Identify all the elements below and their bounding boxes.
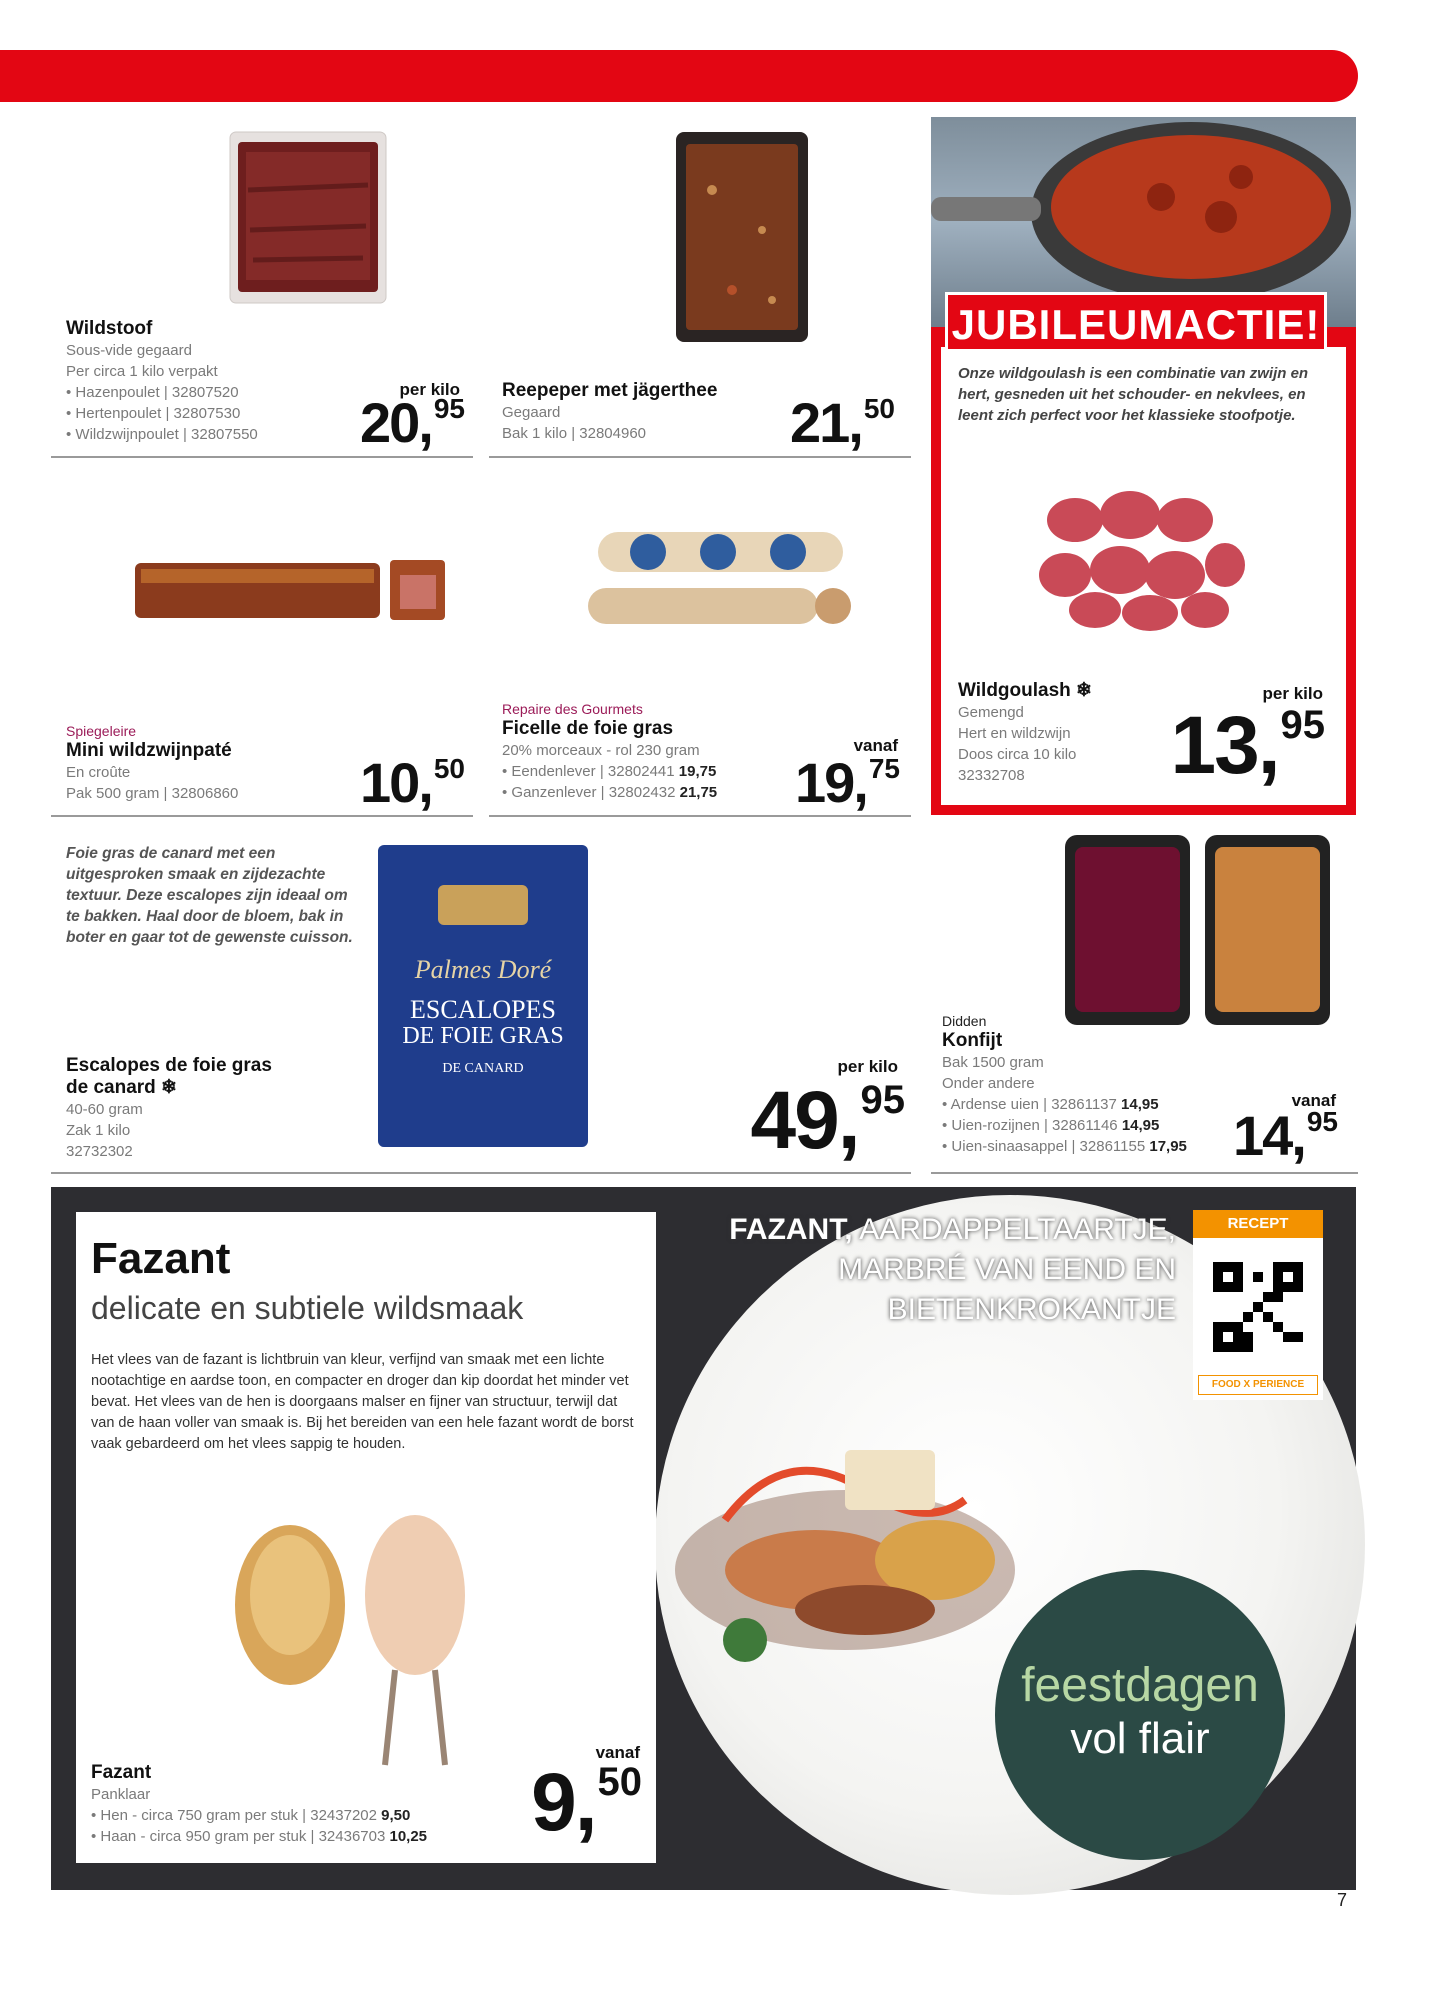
fazant-price-label: vanaf <box>595 1743 640 1762</box>
reepeper-desc-1: Gegaard <box>502 404 561 421</box>
wildstoof-desc-3: • Hazenpoulet | 32807520 <box>66 384 239 401</box>
escalopes-package-line2: DE FOIE GRAS <box>402 1023 564 1049</box>
escalopes-price-dec: 95 <box>860 1078 905 1122</box>
divider <box>51 815 473 817</box>
konfijt-desc-2: Onder andere <box>942 1075 1035 1092</box>
konfijt-desc-1: Bak 1500 gram <box>942 1054 1044 1071</box>
konfijt-brand: Didden <box>942 1013 987 1029</box>
divider <box>931 1172 1358 1174</box>
konfijt-photo <box>1063 833 1333 1028</box>
wildgoulash-desc-4: 32332708 <box>958 767 1025 784</box>
wildstoof-price-dec: 95 <box>433 393 465 424</box>
escalopes-desc-2: Zak 1 kilo <box>66 1122 131 1139</box>
escalopes-package-brand: Palmes Doré <box>414 955 552 984</box>
foiegras-name: Ficelle de foie gras <box>502 718 674 739</box>
pate-desc-2: Pak 500 gram | 32806860 <box>66 785 239 802</box>
foiegras-price-label: vanaf <box>853 736 898 755</box>
reepeper-price: 21,50 <box>789 391 895 454</box>
pate-price-main: 10 <box>359 751 419 814</box>
wildgoulash-desc-1: Gemengd <box>958 704 1024 721</box>
wildstoof-desc-5: • Wildzwijnpoulet | 32807550 <box>66 426 258 443</box>
konfijt-line-a <box>942 1094 1187 1115</box>
wildstoof-info <box>66 318 258 445</box>
escalopes-name-2: de canard ❄ <box>66 1077 177 1098</box>
foiegras-photo <box>588 528 858 628</box>
fazant-price-main: 9 <box>531 1757 575 1848</box>
escalopes-info <box>66 1055 272 1162</box>
foiegras-line-b <box>502 782 717 803</box>
wildstoof-price: 20,95 <box>359 391 465 454</box>
reepeper-info <box>502 380 717 444</box>
konfijt-line-b-price: 14,95 <box>1121 1117 1160 1134</box>
pate-name: Mini wildzwijnpaté <box>66 740 232 761</box>
foiegras-info <box>502 700 717 803</box>
fazant-price-dec: 50 <box>597 1760 642 1804</box>
wildgoulash-desc-3: Doos circa 10 kilo <box>958 746 1077 763</box>
wildstoof-price-label: per kilo <box>399 380 460 399</box>
dish-photo <box>665 1380 1065 1680</box>
wildgoulash-desc-2: Hert en wildzwijn <box>958 725 1071 742</box>
konfijt-price-label: vanaf <box>1291 1091 1336 1110</box>
wildgoulash-name: Wildgoulash ❄ <box>958 680 1092 701</box>
reepeper-desc-2: Bak 1 kilo | 32804960 <box>502 425 647 442</box>
konfijt-line-b-label: • Uien-rozijnen | 32861146 <box>942 1117 1118 1134</box>
pheasant-photo <box>220 1500 500 1775</box>
pate-price-dec: 50 <box>433 753 465 784</box>
recipe-headline <box>656 1210 1176 1330</box>
fazant-title: Fazant <box>91 1234 231 1283</box>
foiegras-brand: Repaire des Gourmets <box>502 701 643 717</box>
reepeper-photo <box>672 130 812 345</box>
header-banner <box>0 50 1358 102</box>
divider <box>51 1172 911 1174</box>
foiegras-price: 19,75 <box>794 751 900 814</box>
wildgoulash-price-dec: 95 <box>1280 703 1325 747</box>
escalopes-package-line1: ESCALOPES <box>410 995 556 1024</box>
wildstoof-price-main: 20 <box>359 391 419 454</box>
wildstoof-desc-1: Sous-vide gegaard <box>66 342 192 359</box>
escalopes-desc-3: 32732302 <box>66 1143 133 1160</box>
escalopes-package <box>378 845 588 1147</box>
wildgoulash-price-label: per kilo <box>1262 684 1323 703</box>
konfijt-line-a-label: • Ardense uien | 32861137 <box>942 1096 1117 1113</box>
divider <box>489 815 911 817</box>
escalopes-desc-1: 40-60 gram <box>66 1101 143 1118</box>
wildgoulash-price-main: 13 <box>1170 700 1258 791</box>
foiegras-desc-1: 20% morceaux - rol 230 gram <box>502 742 700 759</box>
konfijt-price-dec: 95 <box>1306 1106 1338 1137</box>
konfijt-line-c-price: 17,95 <box>1149 1138 1187 1155</box>
foiegras-price-dec: 75 <box>868 753 900 784</box>
escalopes-price-label: per kilo <box>837 1057 898 1076</box>
pate-price: 10,50 <box>359 751 465 814</box>
reepeper-price-main: 21 <box>789 391 849 454</box>
recipe-headline-2: MARBRÉ VAN EEND EN <box>838 1253 1176 1286</box>
konfijt-info <box>942 1012 1187 1157</box>
fazant-line-a <box>91 1805 427 1826</box>
recipe-headline-1: AARDAPPELTAARTJE, <box>852 1213 1176 1246</box>
pate-info <box>66 722 238 804</box>
escalopes-price: 49,95 <box>750 1075 905 1166</box>
fazant-body: Het vlees van de fazant is lichtbruin van kleur, verfijnd van smaak met een lichte nootachtige en aardse toon, en compacter en droger dan kip doordat het minder vet bevat. Het vlees van de hen is doorgaans malser en fijner van structuur, terwijl dat van de haan voller van smaak is. Bij het bereiden van een hele fazant wordt de borst vaak gebardeerd om het vlees sappig te houden. <box>91 1352 634 1452</box>
escalopes-price-main: 49 <box>750 1075 838 1166</box>
foiegras-line-b-price: 21,75 <box>679 784 718 801</box>
konfijt-name: Konfijt <box>942 1030 1003 1051</box>
qr-code-icon[interactable] <box>1213 1262 1303 1352</box>
fazant-product-info <box>91 1762 427 1847</box>
recipe-headline-3: BIETENKROKANTJE <box>887 1293 1176 1326</box>
foiegras-line-a-price: 19,75 <box>678 763 717 780</box>
fazant-line-a-price: 9,50 <box>381 1807 411 1824</box>
escalopes-note: Foie gras de canard met een uitgesproken smaak en zijdezachte textuur. Deze escalopes zijn ideaal om te bakken. Haal door de bloem, bak in boter en gaar tot de gewenste cuisson. <box>66 845 353 946</box>
recipe-label: RECEPT <box>1193 1210 1323 1238</box>
reepeper-name: Reepeper met jägerthee <box>502 380 718 401</box>
pate-photo <box>135 555 445 630</box>
escalopes-name-1: Escalopes de foie gras <box>66 1055 272 1076</box>
fazant-price: 9,50 <box>531 1757 642 1848</box>
foiegras-line-a <box>502 761 717 782</box>
wildstoof-desc-2: Per circa 1 kilo verpakt <box>66 363 218 380</box>
escalopes-package-line3: DE CANARD <box>442 1061 524 1076</box>
recipe-headline-bold: FAZANT, <box>729 1213 853 1246</box>
jubileum-text: Onze wildgoulash is een combinatie van zwijn en hert, gesneden uit het schouder- en nekvlees, en leent zich perfect voor het klassieke stoofpotje. <box>958 365 1309 424</box>
wildgoulash-info <box>958 680 1092 786</box>
page-number: 7 <box>1337 1890 1348 1910</box>
fazant-product-name: Fazant <box>91 1762 152 1783</box>
konfijt-price-main: 14 <box>1232 1104 1292 1167</box>
fazant-line-b <box>91 1826 427 1847</box>
wildstoof-desc-4: • Hertenpoulet | 32807530 <box>66 405 241 422</box>
divider <box>489 456 911 458</box>
foiegras-price-main: 19 <box>794 751 854 814</box>
pate-brand: Spiegeleire <box>66 723 137 739</box>
reepeper-price-dec: 50 <box>863 393 895 424</box>
foodxperience-logo: FOOD X PERIENCE <box>1198 1375 1318 1395</box>
feestdagen-badge-line2: vol flair <box>1070 1714 1210 1763</box>
fazant-subtitle: delicate en subtiele wildsmaak <box>91 1290 524 1326</box>
konfijt-line-a-price: 14,95 <box>1121 1096 1159 1113</box>
fazant-line-b-price: 10,25 <box>389 1828 428 1845</box>
konfijt-line-b <box>942 1115 1187 1136</box>
wildgoulash-photo <box>1035 485 1245 635</box>
konfijt-line-c-label: • Uien-sinaasappel | 32861155 <box>942 1138 1146 1155</box>
fazant-line-a-label: • Hen - circa 750 gram per stuk | 32437202 <box>91 1807 377 1824</box>
foiegras-line-a-label: • Eendenlever | 32802441 <box>502 763 675 780</box>
wildgoulash-price: 13,95 <box>1170 700 1325 791</box>
konfijt-line-c <box>942 1136 1187 1157</box>
divider <box>51 456 473 458</box>
feestdagen-badge-line1: feestdagen <box>1021 1659 1259 1712</box>
konfijt-price: 14,95 <box>1232 1104 1338 1167</box>
fazant-product-desc: Panklaar <box>91 1786 151 1803</box>
jubileum-title: JUBILEUMACTIE! <box>945 292 1327 352</box>
fazant-line-b-label: • Haan - circa 950 gram per stuk | 32436703 <box>91 1828 386 1845</box>
foiegras-line-b-label: • Ganzenlever | 32802432 <box>502 784 676 801</box>
escalopes-package-logo <box>438 885 528 925</box>
wildstoof-name: Wildstoof <box>66 318 153 339</box>
pate-desc-1: En croûte <box>66 764 131 781</box>
wildstoof-photo <box>228 130 388 305</box>
